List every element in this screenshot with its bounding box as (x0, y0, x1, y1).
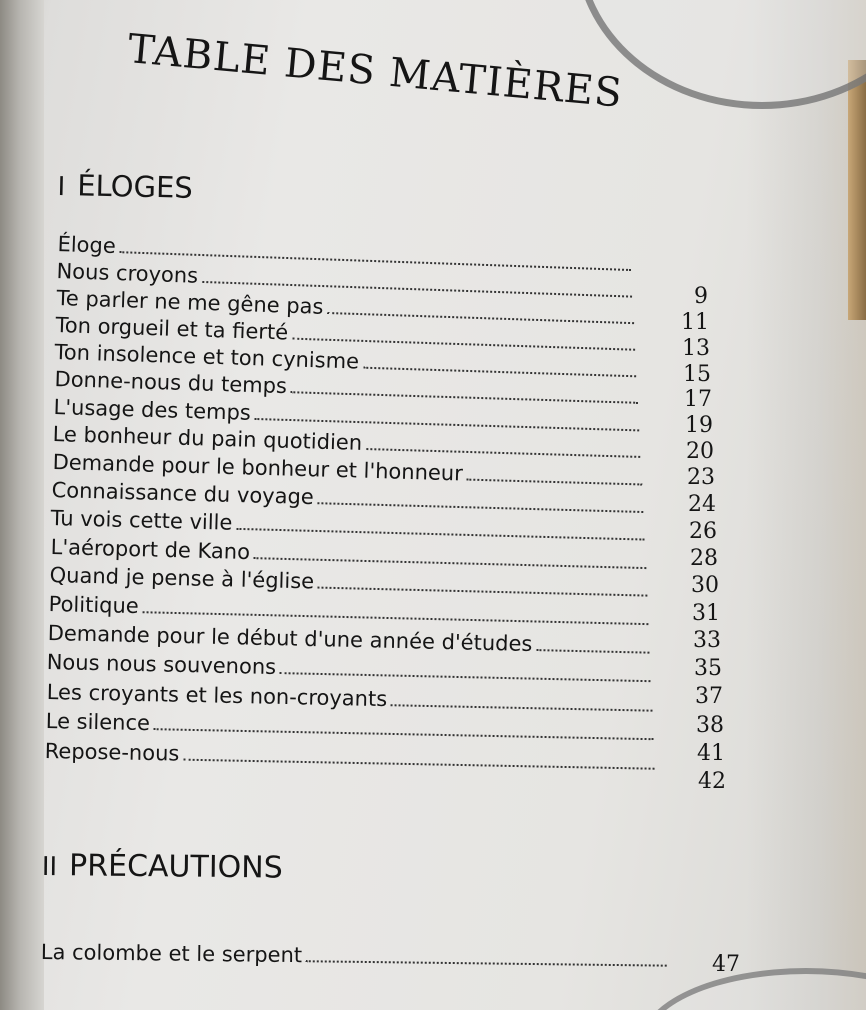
entry-label: Le bonheur du pain quotidien (52, 422, 363, 455)
leader-dots (280, 672, 651, 682)
entry-label: Ton orgueil et ta fierté (55, 313, 289, 345)
page-number: 13 (682, 336, 710, 361)
leader-dots (366, 448, 640, 458)
page-number: 17 (684, 387, 712, 412)
section-title: PRÉCAUTIONS (68, 848, 283, 886)
entry-label: Ton insolence et ton cynisme (54, 340, 360, 374)
entry-label: Te parler ne me gêne pas (56, 286, 324, 319)
entry-label: L'usage des temps (53, 395, 252, 425)
toc-entry (41, 940, 673, 972)
leader-dots (363, 367, 636, 378)
entry-label: Le silence (45, 709, 151, 736)
leader-dots (467, 479, 643, 486)
page-number: 20 (686, 439, 714, 464)
section-number: I (57, 171, 66, 203)
page-title: TABLE DES MATIÈRES (125, 26, 625, 117)
entry-label: Les croyants et les non-croyants (46, 680, 388, 712)
page-number: 19 (685, 413, 713, 438)
page-number: 30 (691, 573, 719, 598)
page-number: 9 (694, 284, 708, 309)
entry-label: Éloge (57, 232, 117, 259)
entry-label: L'aéroport de Kano (50, 535, 251, 565)
entry-label: Connaissance du voyage (51, 478, 315, 510)
entry-label: Nous croyons (56, 259, 199, 288)
entry-label: Repose-nous (44, 739, 180, 766)
section-number: II (41, 851, 58, 883)
leader-dots (254, 557, 647, 569)
leader-dots (536, 649, 649, 654)
entry-label: La colombe et le serpent (40, 940, 303, 968)
page-number: 31 (692, 601, 720, 626)
entry-label: Tu vois cette ville (50, 506, 233, 535)
page-number: 11 (681, 310, 709, 335)
entry-label: Demande pour le début d'une année d'études (47, 621, 533, 656)
leader-dots (306, 960, 667, 966)
page-number: 15 (683, 362, 711, 387)
section-heading-precautions (42, 848, 283, 886)
entry-label: Politique (48, 592, 140, 619)
leader-dots (143, 611, 649, 625)
leader-dots (318, 587, 647, 597)
page-number: 47 (712, 952, 740, 977)
page-number: 33 (693, 628, 721, 653)
page-number: 38 (696, 713, 724, 738)
leader-dots (318, 502, 644, 513)
entry-label: Donne-nous du temps (54, 367, 288, 399)
page-number: 35 (694, 656, 722, 681)
entry-label: Quand je pense à l'église (49, 563, 315, 594)
page-number: 24 (688, 492, 716, 517)
page-number: 26 (689, 519, 717, 544)
leader-dots (154, 728, 654, 740)
page-number: 23 (687, 465, 715, 490)
entry-label: Nous nous souvenons (46, 650, 277, 679)
toc-entry (45, 739, 661, 775)
page-number: 41 (697, 741, 725, 766)
section-title: ÉLOGES (76, 168, 194, 205)
entry-label: Demande pour le bonheur et l'honneur (52, 450, 464, 486)
leader-dots (236, 528, 644, 541)
leader-dots (291, 391, 638, 404)
page-number: 28 (690, 546, 718, 571)
page-number: 37 (695, 684, 723, 709)
leader-dots (391, 704, 653, 711)
leader-dots (183, 759, 654, 770)
section-heading-eloges (57, 168, 193, 205)
page-number: 42 (698, 769, 726, 794)
